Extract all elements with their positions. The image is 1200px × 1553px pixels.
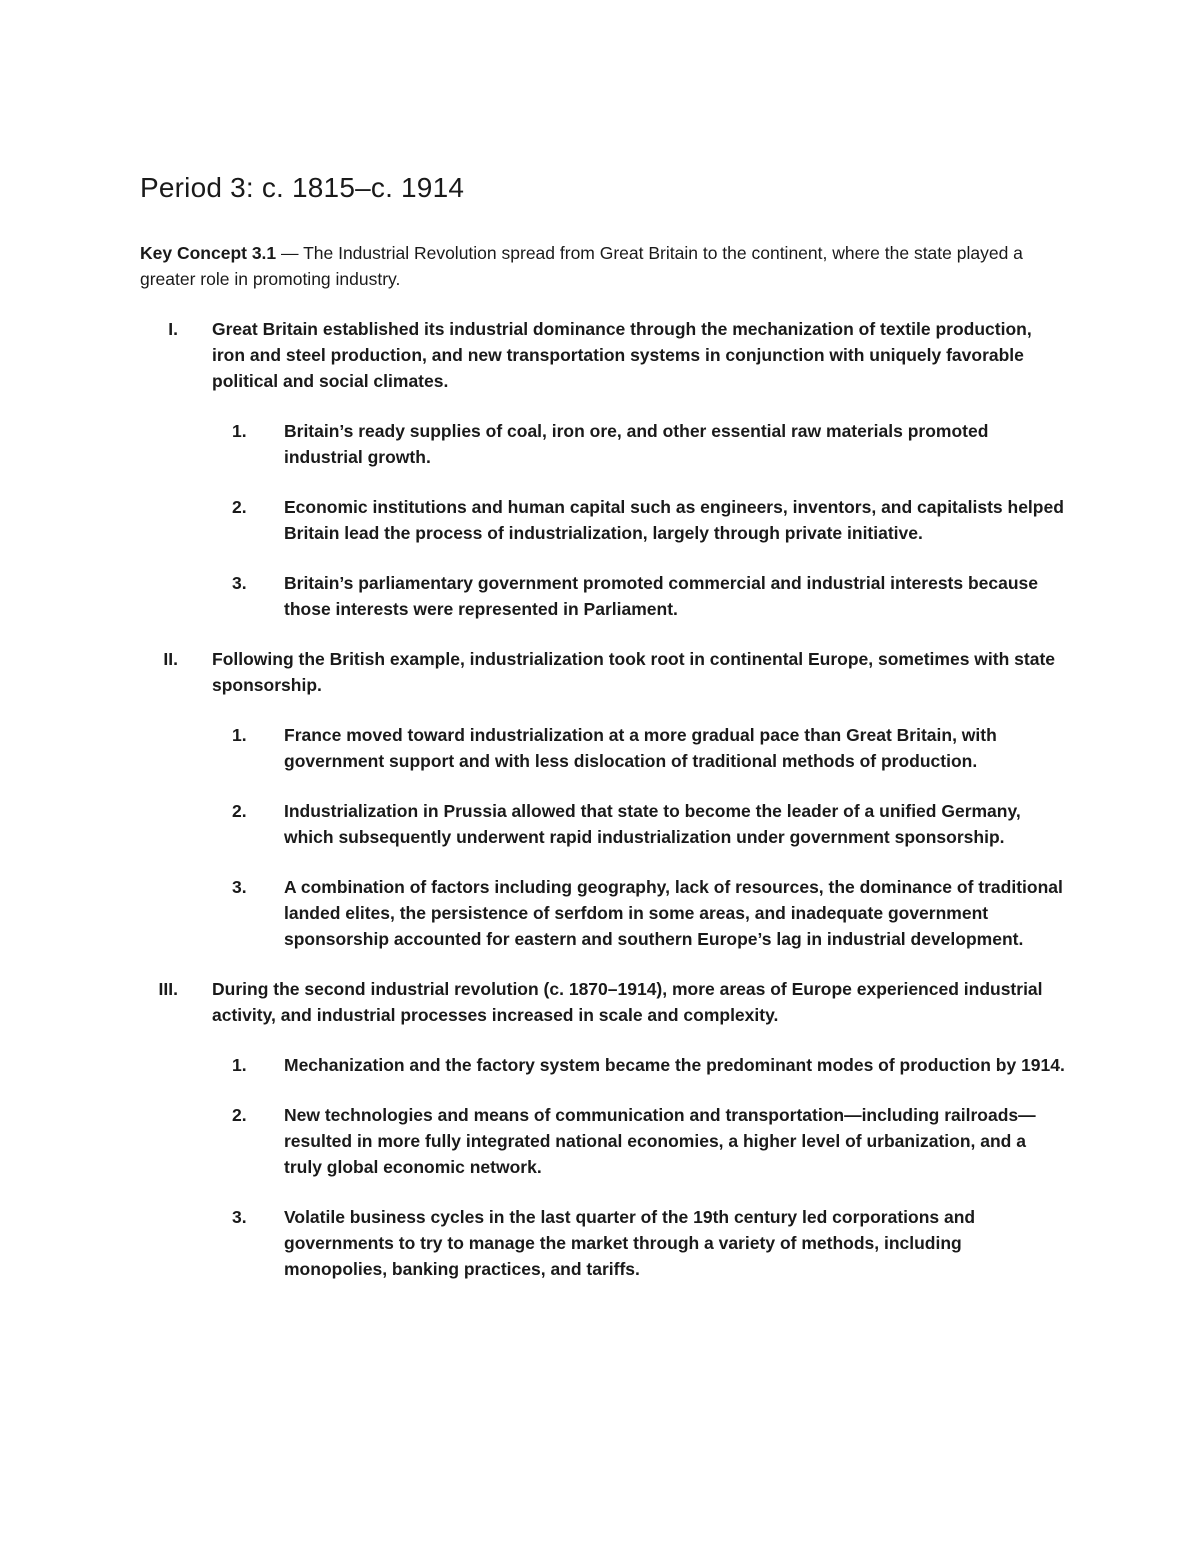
item-text: Mechanization and the factory system became the predominant modes of production by 1914. [284, 1055, 1065, 1075]
sub-list [140, 418, 1065, 622]
item-number: 3. [232, 1207, 247, 1227]
item-number: 2. [232, 801, 247, 821]
section-text: Great Britain established its industrial dominance through the mechanization of textile production, iron and steel production, and new transportation systems in conjunction with uniquely favorable political and social climates. [212, 319, 1032, 391]
item-text: Economic institutions and human capital such as engineers, inventors, and capitalists helped Britain lead the process of industrialization, largely through private initiative. [284, 497, 1064, 543]
list-item [140, 494, 1065, 546]
section-text: Following the British example, industrialization took root in continental Europe, sometimes with state sponsorship. [212, 649, 1056, 695]
item-number: 2. [232, 497, 247, 517]
item-number: 1. [232, 1055, 247, 1075]
document-body [140, 170, 1065, 1306]
list-item [140, 1102, 1065, 1180]
item-text: A combination of factors including geography, lack of resources, the dominance of traditional landed elites, the persistence of serfdom in some areas, and inadequate government sponsorship accounted for eastern and southern Europe’s lag in industrial development. [284, 877, 1063, 949]
item-number: 3. [232, 877, 247, 897]
section-iii [140, 976, 1065, 1282]
section-i [140, 316, 1065, 622]
list-item [140, 570, 1065, 622]
roman-numeral: III. [158, 979, 178, 999]
item-number: 2. [232, 1105, 247, 1125]
item-text: Britain’s parliamentary government promoted commercial and industrial interests because those interests were represented in Parliament. [284, 573, 1039, 619]
list-item [140, 418, 1065, 470]
sub-list [140, 1052, 1065, 1282]
list-item [140, 722, 1065, 774]
item-number: 1. [232, 725, 247, 745]
item-text: Industrialization in Prussia allowed that state to become the leader of a unified Germany, which subsequently underwent rapid industrialization under government sponsorship. [284, 801, 1021, 847]
section-heading [140, 316, 1065, 394]
item-text: New technologies and means of communication and transportation—including railroads—resulted in more fully integrated national economies, a higher level of urbanization, and a truly global economic network. [284, 1105, 1036, 1177]
item-number: 1. [232, 421, 247, 441]
section-text: During the second industrial revolution (c. 1870–1914), more areas of Europe experienced industrial activity, and industrial processes increased in scale and complexity. [212, 979, 1043, 1025]
roman-numeral: I. [168, 319, 178, 339]
item-text: France moved toward industrialization at a more gradual pace than Great Britain, with government support and with less dislocation of traditional methods of production. [284, 725, 997, 771]
sub-list [140, 722, 1065, 952]
key-concept-text: — The Industrial Revolution spread from Great Britain to the continent, where the state played a greater role in promoting industry. [140, 243, 1023, 289]
item-text: Volatile business cycles in the last quarter of the 19th century led corporations and governments to try to manage the market through a variety of methods, including monopolies, banking practices, and tariffs. [284, 1207, 976, 1279]
item-number: 3. [232, 573, 247, 593]
page-title: Period 3: c. 1815–c. 1914 [140, 172, 465, 203]
list-item [140, 798, 1065, 850]
section-heading [140, 976, 1065, 1028]
item-text: Britain’s ready supplies of coal, iron ore, and other essential raw materials promoted industrial growth. [284, 421, 989, 467]
list-item [140, 1052, 1065, 1078]
list-item [140, 1204, 1065, 1282]
section-heading [140, 646, 1065, 698]
key-concept-paragraph [140, 240, 1065, 292]
list-item [140, 874, 1065, 952]
section-ii [140, 646, 1065, 952]
roman-numeral: II. [163, 649, 178, 669]
key-concept-label: Key Concept 3.1 [140, 243, 277, 263]
